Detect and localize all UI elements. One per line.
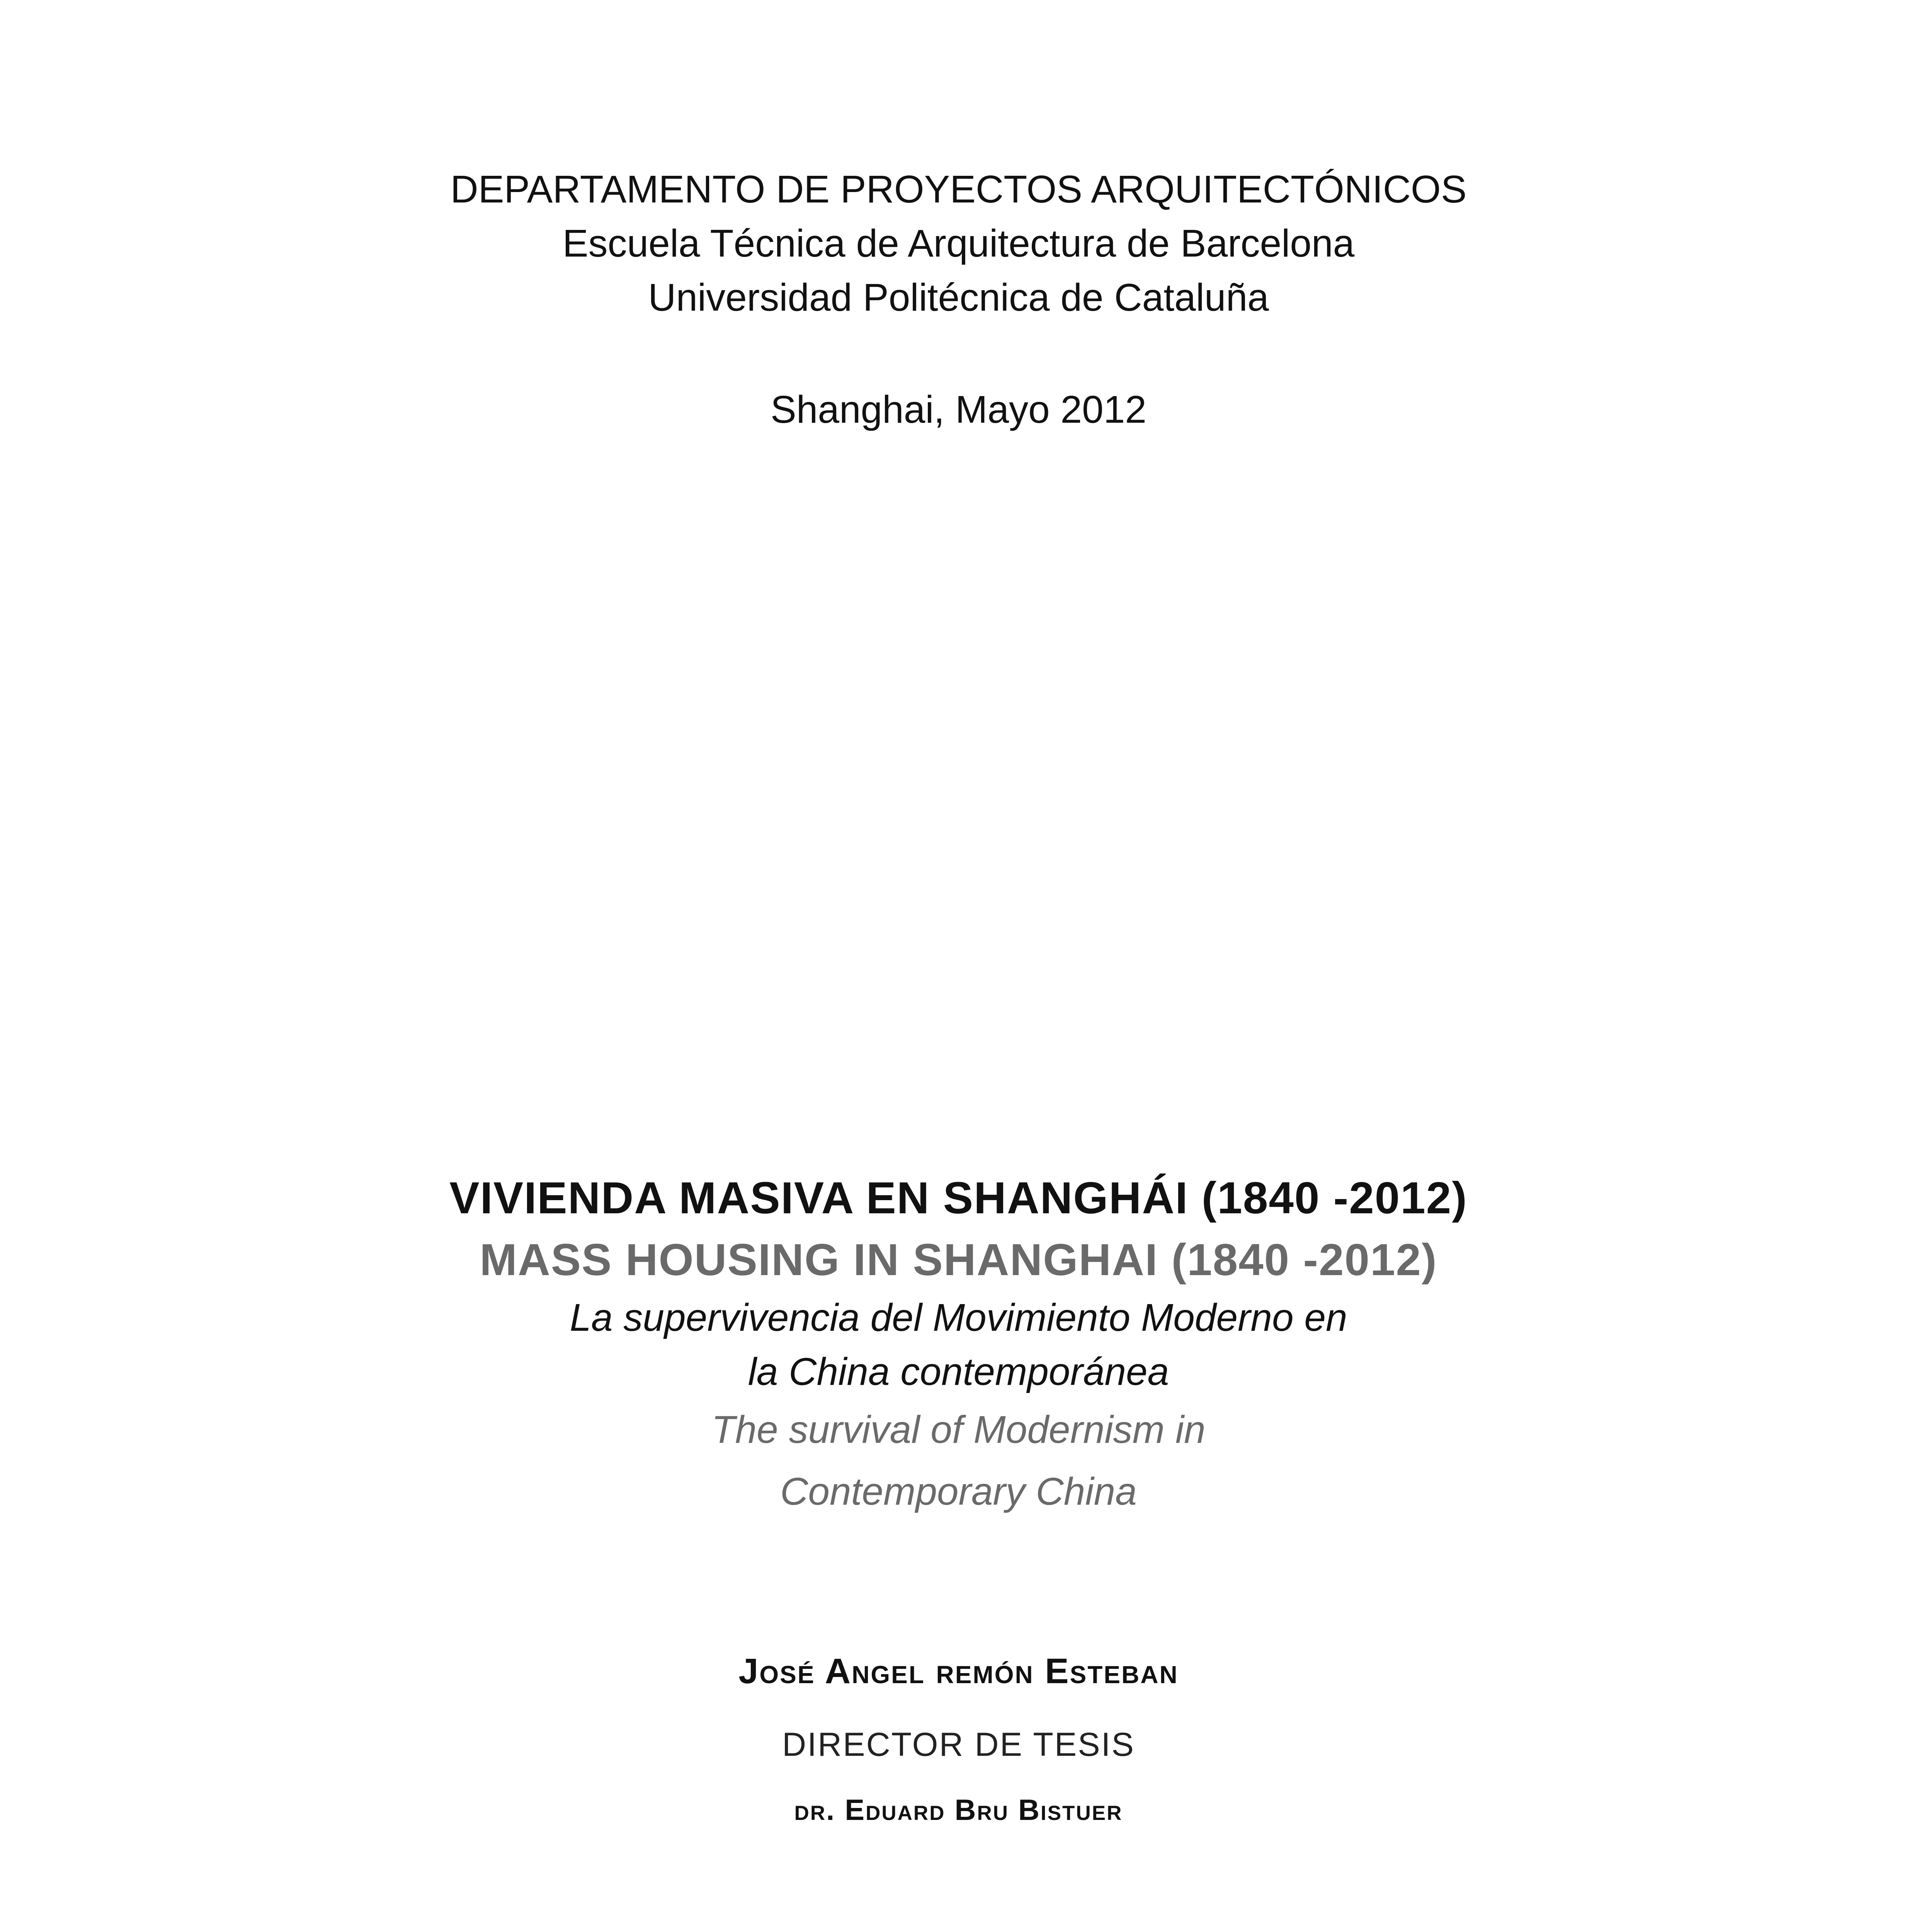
subtitle-english-line-1: The survival of Modernism in — [711, 1408, 1206, 1451]
university-name: Universidad Politécnica de Cataluña — [648, 276, 1269, 319]
thesis-title-spanish: VIVIENDA MASIVA EN SHANGHÁI (1840 -2012) — [449, 1173, 1468, 1223]
subtitle-spanish-line-2: la China contemporánea — [748, 1350, 1169, 1393]
school-name: Escuela Técnica de Arquitectura de Barcelona — [562, 222, 1355, 265]
thesis-titles — [0, 1167, 1917, 1522]
director-name: dr. Eduard Bru Bistuer — [794, 1794, 1123, 1827]
subtitle-spanish-line-1: La supervivencia del Movimiento Moderno en — [570, 1296, 1347, 1339]
department-name: DEPARTAMENTO DE PROYECTOS ARQUITECTÓNICOS — [450, 168, 1467, 211]
director-label: DIRECTOR DE TESIS — [782, 1726, 1135, 1763]
institution-header — [0, 162, 1917, 325]
place-date: Shanghai, Mayo 2012 — [771, 388, 1146, 431]
thesis-title-english: MASS HOUSING IN SHANGHAI (1840 -2012) — [480, 1235, 1437, 1285]
subtitle-english-line-2: Contemporary China — [780, 1470, 1137, 1513]
author-name: José Angel remón Esteban — [738, 1651, 1179, 1691]
